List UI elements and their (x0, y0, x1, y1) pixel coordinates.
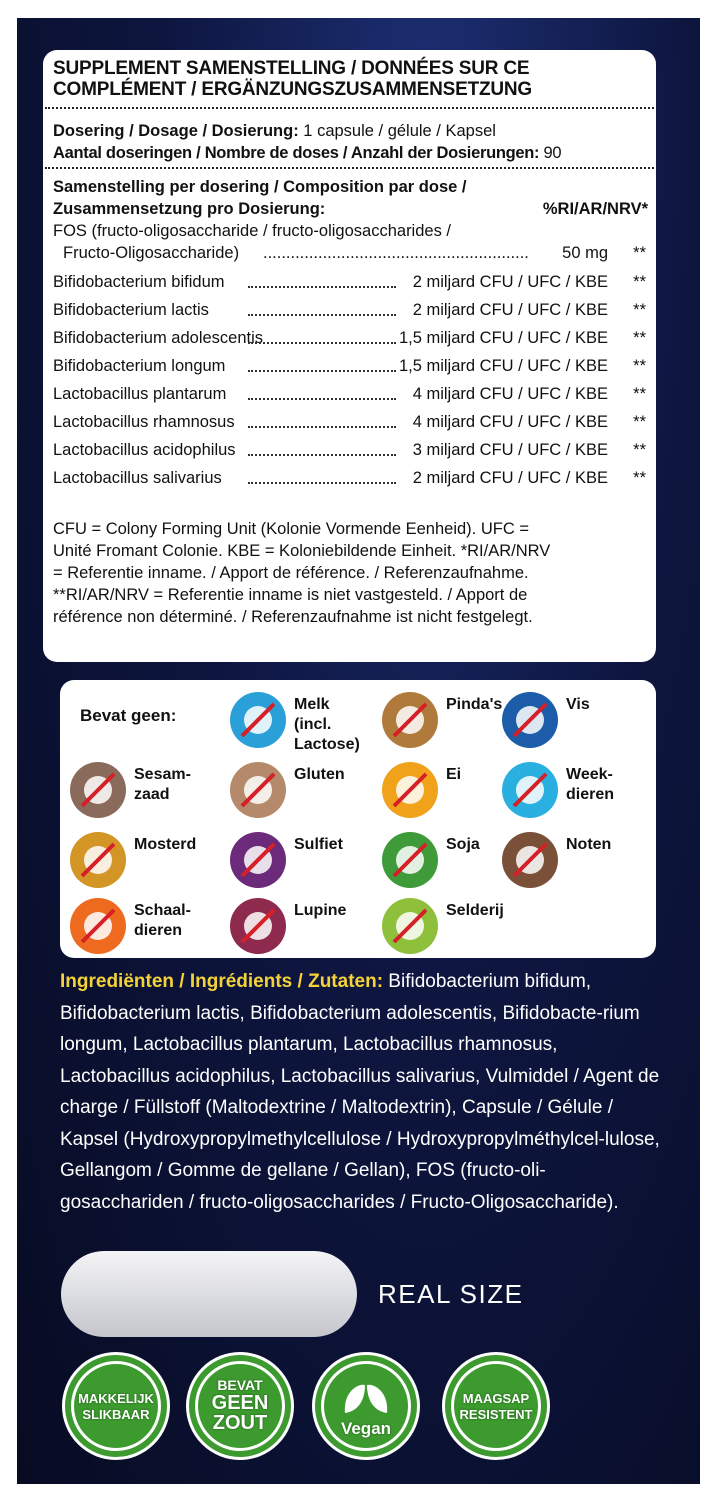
footnote-line: CFU = Colony Forming Unit (Kolonie Vormende Eenheid). UFC = (53, 520, 529, 538)
allergen-label: Schaal- dieren (134, 902, 191, 939)
strain-ri: ** (633, 357, 646, 375)
strain-name: Bifidobacterium adolescentis (53, 329, 264, 347)
easy-swallow-badge (62, 1352, 170, 1460)
allergen-item (230, 832, 380, 896)
leader-dots (248, 426, 396, 428)
badge-text: MAKKELIJK SLIKBAAR (78, 1391, 154, 1422)
doses-label: Aantal doseringen / Nombre de doses / Anzahl der Dosierungen: (53, 144, 540, 162)
strain-ri: ** (633, 329, 646, 347)
strain-name: Bifidobacterium lactis (53, 301, 209, 319)
strain-ri: ** (633, 413, 646, 431)
strain-ri: ** (633, 273, 646, 291)
strain-name: Lactobacillus acidophilus (53, 441, 236, 459)
allergen-item (230, 898, 380, 962)
gastro-resistant-badge (442, 1352, 550, 1460)
ri-header: %RI/AR/NRV* (542, 200, 648, 218)
divider (45, 167, 654, 169)
leader-dots (248, 286, 396, 288)
crab-icon (70, 898, 126, 954)
strain-name: Lactobacillus salivarius (53, 469, 222, 487)
allergen-item (502, 762, 652, 826)
allergen-panel (60, 680, 656, 958)
badge-text: MAAGSAP RESISTENT (459, 1391, 533, 1422)
lupine-icon (230, 898, 286, 954)
allergen-label: Ei (446, 766, 462, 783)
leader-dots (248, 454, 396, 456)
allergen-label: Melk (incl. Lactose) (294, 696, 360, 753)
fos-amount: 50 mg (562, 244, 608, 262)
no-salt-badge (186, 1352, 294, 1460)
allergen-item (382, 898, 532, 962)
strain-amount: 3 miljard CFU / UFC / KBE (412, 441, 608, 459)
dosage-label: Dosering / Dosage / Dosierung: (53, 122, 299, 140)
strain-name: Lactobacillus rhamnosus (53, 413, 235, 431)
strain-amount: 1,5 miljard CFU / UFC / KBE (398, 357, 608, 375)
celery-icon (382, 898, 438, 954)
dosage-value: 1 capsule / gélule / Kapsel (298, 122, 496, 140)
table-row (53, 439, 646, 461)
table-row (53, 383, 646, 405)
leader-dots (248, 482, 396, 484)
allergen-item (502, 832, 652, 896)
allergen-label: Sulfiet (294, 836, 343, 853)
allergen-label: Selderij (446, 902, 504, 919)
allergen-label: Mosterd (134, 836, 197, 853)
table-row (53, 327, 646, 349)
divider (45, 107, 654, 109)
strain-amount: 1,5 miljard CFU / UFC / KBE (398, 329, 608, 347)
doses-line (53, 142, 642, 164)
composition-header: Samenstelling per dosering / Composition par dose / (53, 178, 467, 196)
badge-text: BEVAT GEEN ZOUT (211, 1377, 269, 1434)
table-row (53, 299, 646, 321)
egg-icon (382, 762, 438, 818)
strain-name: Lactobacillus plantarum (53, 385, 227, 403)
allergen-item (70, 762, 220, 826)
allergen-label: Gluten (294, 766, 345, 783)
fish-icon (502, 692, 558, 748)
allergen-label: Pinda's (446, 696, 503, 713)
table-row (53, 271, 646, 293)
allergen-label: Lupine (294, 902, 347, 919)
nut-icon (502, 832, 558, 888)
table-row (53, 355, 646, 377)
milk-bottle-icon (230, 692, 286, 748)
allergen-heading: Bevat geen: (80, 706, 177, 725)
allergen-label: Vis (566, 696, 590, 713)
allergen-item (230, 692, 380, 756)
fos-ri: ** (633, 244, 646, 262)
strain-ri: ** (633, 469, 646, 487)
shell-icon (502, 762, 558, 818)
strain-amount: 2 miljard CFU / UFC / KBE (412, 301, 608, 319)
strain-amount: 2 miljard CFU / UFC / KBE (412, 273, 608, 291)
doses-value: 90 (539, 144, 562, 162)
supplement-facts-panel (43, 50, 656, 662)
table-row (53, 242, 646, 264)
strain-name: Bifidobacterium longum (53, 357, 226, 375)
allergen-item (70, 898, 220, 962)
table-row (53, 411, 646, 433)
wheat-icon (230, 762, 286, 818)
ingredients-text (60, 966, 660, 1218)
peanut-icon (382, 692, 438, 748)
dosage-line (53, 120, 642, 142)
fos-name: Fructo-Oligosaccharide) (63, 244, 240, 262)
allergen-item (502, 692, 652, 756)
leader-dots (248, 398, 396, 400)
leader-dots (248, 342, 396, 344)
allergen-label: Sesam- zaad (134, 766, 191, 803)
strain-ri: ** (633, 301, 646, 319)
vegan-badge (312, 1352, 420, 1460)
leader-dots (248, 370, 396, 372)
composition-header-2: Zusammensetzung pro Dosierung: (53, 200, 326, 218)
strain-amount: 4 miljard CFU / UFC / KBE (412, 385, 608, 403)
footnote-line: référence non déterminé. / Referenzaufnahme ist nicht festgelegt. (53, 608, 533, 626)
badge-text: Vegan (340, 1419, 392, 1438)
allergen-label: Soja (446, 836, 480, 853)
leader-dots (248, 314, 396, 316)
footnote-line: Unité Fromant Colonie. KBE = Koloniebildende Einheit. *RI/AR/NRV (53, 542, 551, 560)
strain-ri: ** (633, 441, 646, 459)
leaf-icon (315, 1355, 417, 1457)
strain-amount: 2 miljard CFU / UFC / KBE (412, 469, 608, 487)
table-row (53, 467, 646, 489)
footnote-line: = Referentie inname. / Apport de référence. / Referenzaufnahme. (53, 564, 529, 582)
allergen-item (70, 832, 220, 896)
allergen-label: Noten (566, 836, 612, 853)
mustard-icon (70, 832, 126, 888)
sesame-icon (70, 762, 126, 818)
soy-icon (382, 832, 438, 888)
capsule-image (61, 1251, 357, 1337)
ingredients-list: Bifidobacterium bifidum, Bifidobacterium lactis, Bifidobacterium adolescentis, Bifidobacte-rium longum, Lactobacillus plantarum, Lactobacillus rhamnosus, Lactobacillus acidophilus, Lactobacillus salivarius, Vulmiddel / Agent de charge / Füllstoff (Maltodextrine / Maltodextrin), Capsule / Gélule / Kapsel (Hydroxypropylmethylcellulose / Hydroxypropylméthylcel-lulose, Gellangom / Gomme de gellane / Gellan), FOS (fructo-oli-gosacchariden / fructo-oligosaccharides / Fructo-Oligosaccharide). (60, 971, 660, 1213)
allergen-item (230, 762, 380, 826)
real-size-label: REAL SIZE (378, 1279, 524, 1309)
footnote-line: **RI/AR/NRV = Referentie inname is niet vastgesteld. / Apport de (53, 586, 528, 604)
fos-line: FOS (fructo-oligosaccharide / fructo-oligosaccharides / (53, 222, 451, 240)
supplement-title: SUPPLEMENT SAMENSTELLING / DONNÉES SUR CE COMPLÉMENT / ERGÄNZUNGSZUSAMMENSETZUNG (53, 58, 533, 100)
strain-amount: 4 miljard CFU / UFC / KBE (412, 413, 608, 431)
allergen-label: Week- dieren (566, 766, 615, 803)
strain-ri: ** (633, 385, 646, 403)
sulfite-icon (230, 832, 286, 888)
ingredients-label: Ingrediënten / Ingrédients / Zutaten: (60, 971, 384, 992)
strain-name: Bifidobacterium bifidum (53, 273, 225, 291)
fos-dots: .......................................................... (263, 244, 529, 262)
